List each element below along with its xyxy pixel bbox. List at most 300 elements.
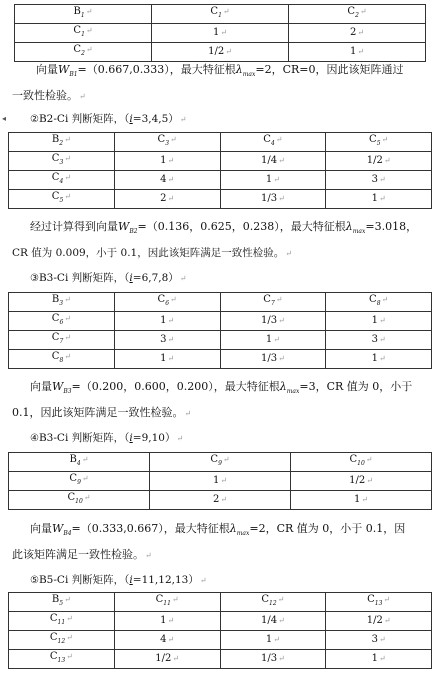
return-mark: ↵ — [225, 47, 232, 56]
text-mid: =（0.333,0.667），最大特征根 — [71, 522, 230, 535]
cell-value: 1 — [371, 653, 378, 664]
paragraph-marker-icon: ◂ — [2, 114, 7, 123]
cell-value: C — [157, 294, 166, 305]
table-row — [9, 491, 432, 510]
cell-value: C — [73, 44, 82, 55]
cell-value: C — [369, 134, 377, 145]
text-mid: =（0.200，0.600，0.200），最大特征根 — [71, 380, 280, 393]
table-cell — [9, 453, 150, 472]
cell-value: 1 — [160, 155, 167, 166]
heading-b5 — [30, 572, 207, 587]
text-tail: =2，CR 值为 0，小于 0.1，因 — [249, 522, 406, 535]
cell-value: C — [51, 351, 60, 362]
cell-value: C — [49, 632, 58, 643]
table-row — [9, 631, 432, 650]
cell-value: 1/4 — [260, 615, 278, 626]
table-cell — [114, 171, 220, 190]
return-mark: ↵ — [167, 354, 175, 363]
cell-subscript: 6 — [59, 319, 64, 326]
table-cell — [326, 190, 432, 209]
cell-value: 1/2 — [366, 155, 383, 166]
table-cell — [291, 491, 432, 510]
vector-w-symbol: W — [58, 63, 70, 76]
cell-value: 2 — [349, 27, 357, 38]
table-cell — [114, 152, 220, 171]
cell-value: C — [49, 613, 58, 624]
return-mark: ↵ — [64, 135, 71, 144]
cell-subscript: 2 — [59, 140, 64, 147]
table-cell — [326, 312, 432, 331]
index-variable: i — [129, 574, 133, 586]
table-cell — [220, 171, 326, 190]
paragraph-b4-result — [30, 520, 438, 543]
return-mark: ↵ — [167, 316, 175, 325]
circled-number: ② — [30, 114, 39, 125]
cell-value: C — [49, 651, 58, 662]
lambda-symbol: λ — [279, 380, 287, 393]
cell-value: 1 — [160, 615, 167, 626]
cell-value: B — [51, 294, 60, 305]
return-mark: ↵ — [66, 614, 73, 623]
text-line2: CR 值为 0.009，小于 0.1，因此该矩阵满足一致性检验。 — [12, 247, 285, 259]
cell-value: 4 — [160, 174, 167, 185]
return-mark: ↵ — [378, 635, 386, 644]
return-mark: ↵ — [170, 135, 177, 144]
return-mark: ↵ — [167, 175, 175, 184]
heading-tail: =9,10） — [132, 432, 176, 444]
table-cell — [9, 190, 115, 209]
heading-text: B2-Ci 判断矩阵，（ — [38, 113, 130, 125]
table-cell — [9, 293, 115, 312]
return-mark: ↵ — [81, 474, 89, 483]
return-mark: ↵ — [176, 434, 184, 443]
return-mark: ↵ — [64, 154, 71, 163]
return-mark: ↵ — [64, 595, 71, 604]
paragraph-b2-result-line2 — [12, 244, 432, 263]
cell-subscript: 12 — [269, 600, 277, 607]
cell-value: C — [369, 294, 377, 305]
paragraph-b3-result-line2 — [12, 404, 432, 423]
return-mark: ↵ — [278, 156, 285, 165]
heading-tail: =6,7,8） — [132, 272, 179, 284]
lambda-symbol: λ — [235, 63, 243, 76]
cell-value: 3 — [371, 174, 378, 185]
table-cell — [152, 24, 289, 43]
return-mark: ↵ — [378, 335, 386, 344]
cell-value: C — [367, 594, 375, 605]
heading-b3 — [30, 270, 186, 285]
cell-subscript: 7 — [59, 338, 64, 345]
table-cell — [114, 133, 220, 152]
return-mark: ↵ — [79, 92, 86, 101]
cell-subscript: 5 — [59, 600, 64, 607]
cell-value: 4 — [160, 634, 167, 645]
table-cell — [289, 5, 426, 24]
table-row — [15, 43, 426, 62]
return-mark: ↵ — [275, 135, 283, 144]
cell-subscript: 2 — [81, 50, 85, 57]
return-mark: ↵ — [172, 654, 180, 663]
cell-subscript: 5 — [376, 140, 381, 147]
cell-value: 1/3 — [260, 315, 278, 326]
return-mark: ↵ — [222, 7, 230, 16]
return-mark: ↵ — [381, 295, 389, 304]
return-mark: ↵ — [167, 194, 175, 203]
table-cell — [9, 312, 115, 331]
lambda-symbol: λ — [229, 522, 237, 535]
cell-value: 1 — [353, 494, 361, 505]
return-mark: ↵ — [273, 335, 280, 344]
table-row — [9, 152, 432, 171]
return-mark: ↵ — [145, 551, 152, 560]
cell-value: 3 — [160, 334, 167, 345]
return-mark: ↵ — [85, 45, 93, 54]
table-cell — [9, 631, 115, 650]
cell-subscript: 3 — [165, 140, 170, 147]
return-mark: ↵ — [378, 316, 386, 325]
table-row — [9, 472, 432, 491]
table-cell — [15, 24, 152, 43]
table-cell — [326, 331, 432, 350]
table-cell — [9, 133, 115, 152]
cell-value: 1 — [371, 315, 378, 326]
table-cell — [291, 453, 432, 472]
cell-value: C — [51, 153, 60, 164]
return-mark: ↵ — [357, 28, 365, 37]
table-cell — [150, 453, 291, 472]
return-mark: ↵ — [167, 635, 175, 644]
return-mark: ↵ — [278, 654, 285, 663]
table-row — [9, 350, 432, 369]
matrix-table-b5 — [8, 592, 432, 669]
return-mark: ↵ — [85, 7, 93, 16]
return-mark: ↵ — [359, 7, 367, 16]
return-mark: ↵ — [167, 335, 175, 344]
cell-value: 1 — [160, 315, 167, 326]
text-line2: 此该矩阵满足一致性检验。 — [12, 548, 144, 561]
text-tail: =3.018， — [365, 220, 418, 233]
return-mark: ↵ — [167, 156, 175, 165]
lambda-symbol: λ — [345, 220, 353, 233]
cell-subscript: 5 — [59, 197, 64, 204]
matrix-table-b2 — [8, 132, 432, 209]
table-cell — [9, 650, 115, 669]
heading-tail: =11,12,13） — [132, 574, 199, 586]
table-cell — [220, 293, 326, 312]
heading-b2 — [30, 111, 186, 126]
matrix-table-b4 — [8, 452, 432, 510]
cell-subscript: 1 — [218, 12, 222, 19]
table-cell — [114, 631, 220, 650]
table-cell — [114, 190, 220, 209]
table-cell — [114, 312, 220, 331]
table-cell — [9, 491, 150, 510]
cell-value: 1/2 — [349, 475, 366, 486]
return-mark: ↵ — [366, 476, 373, 485]
paragraph-b1-result — [36, 61, 436, 84]
table-row — [9, 312, 432, 331]
cell-value: 2 — [212, 494, 220, 505]
return-mark: ↵ — [171, 595, 179, 604]
matrix-table-b3 — [8, 292, 432, 369]
return-mark: ↵ — [378, 654, 386, 663]
table-row — [9, 293, 432, 312]
text-lead: 向量 — [36, 63, 58, 76]
return-mark: ↵ — [64, 352, 71, 361]
cell-value: 3 — [371, 334, 378, 345]
heading-text: B5-Ci 判断矩阵，（ — [38, 574, 130, 586]
cell-subscript: 8 — [59, 357, 64, 364]
vector-subscript: B4 — [63, 530, 72, 538]
cell-value: C — [210, 454, 219, 465]
lambda-subscript: max — [352, 228, 366, 236]
cell-value: 1/3 — [260, 653, 278, 664]
cell-value: C — [51, 172, 60, 183]
return-mark: ↵ — [179, 115, 187, 124]
circled-number: ④ — [30, 433, 39, 444]
table-cell — [291, 472, 432, 491]
table-cell — [9, 472, 150, 491]
cell-subscript: 10 — [75, 498, 83, 505]
vector-w-symbol: W — [52, 522, 64, 535]
cell-subscript: 1 — [81, 31, 85, 38]
table-cell — [220, 331, 326, 350]
table-cell — [326, 293, 432, 312]
table-row — [9, 171, 432, 190]
cell-value: B — [69, 454, 77, 465]
cell-subscript: 2 — [355, 12, 359, 19]
table-cell — [326, 593, 432, 612]
return-mark: ↵ — [378, 354, 386, 363]
cell-subscript: 11 — [57, 619, 66, 626]
return-mark: ↵ — [378, 175, 386, 184]
text-line2: 一致性检验。 — [12, 89, 78, 102]
return-mark: ↵ — [64, 173, 71, 182]
table-cell — [114, 350, 220, 369]
return-mark: ↵ — [381, 135, 389, 144]
return-mark: ↵ — [278, 316, 285, 325]
table-cell — [326, 612, 432, 631]
cell-subscript: 9 — [218, 460, 222, 467]
heading-text: B3-Ci 判断矩阵，（ — [38, 432, 130, 444]
return-mark: ↵ — [64, 192, 71, 201]
return-mark: ↵ — [170, 295, 177, 304]
cell-value: C — [261, 594, 270, 605]
cell-value: 3 — [371, 634, 378, 645]
cell-value: B — [51, 134, 60, 145]
text-tail: =2，CR=0，因此该矩阵通过 — [255, 63, 404, 76]
cell-value: C — [155, 594, 164, 605]
circled-number: ③ — [30, 273, 39, 284]
cell-value: 1 — [265, 174, 273, 185]
table-cell — [9, 171, 115, 190]
return-mark: ↵ — [81, 455, 89, 464]
table-cell — [326, 152, 432, 171]
circled-number: ⑤ — [30, 575, 39, 586]
table-cell — [326, 350, 432, 369]
return-mark: ↵ — [64, 295, 71, 304]
index-variable: i — [129, 432, 133, 444]
table-row — [9, 133, 432, 152]
table-cell — [15, 43, 152, 62]
cell-subscript: 10 — [357, 460, 365, 467]
cell-value: C — [263, 134, 271, 145]
cell-subscript: 13 — [374, 600, 383, 607]
text-tail: =3，CR 值为 0，小于 — [299, 380, 413, 393]
return-mark: ↵ — [85, 26, 93, 35]
return-mark: ↵ — [167, 616, 175, 625]
return-mark: ↵ — [277, 595, 285, 604]
table-row — [15, 5, 426, 24]
index-variable: i — [129, 113, 133, 125]
lambda-subscript: max — [286, 388, 300, 396]
cell-subscript: 4 — [76, 460, 81, 467]
heading-b4 — [30, 430, 183, 445]
cell-subscript: 11 — [163, 600, 171, 607]
cell-value: 1/4 — [260, 155, 278, 166]
table-cell — [114, 293, 220, 312]
cell-value: B — [73, 6, 81, 17]
return-mark: ↵ — [184, 409, 192, 418]
text-mid: =（0.136，0.625，0.238），最大特征根 — [137, 220, 346, 233]
cell-value: 1 — [265, 334, 273, 345]
cell-subscript: 3 — [59, 159, 64, 166]
table-cell — [326, 171, 432, 190]
table-cell — [220, 612, 326, 631]
return-mark: ↵ — [220, 495, 228, 504]
table-cell — [114, 593, 220, 612]
return-mark: ↵ — [220, 28, 228, 37]
table-row — [15, 24, 426, 43]
return-mark: ↵ — [378, 194, 386, 203]
return-mark: ↵ — [66, 633, 73, 642]
cell-subscript: 3 — [59, 300, 64, 307]
vector-subscript: B3 — [63, 388, 72, 396]
cell-value: 1/2 — [366, 615, 383, 626]
paragraph-b1-result-line2 — [12, 87, 432, 106]
table-cell — [220, 190, 326, 209]
table-row — [9, 331, 432, 350]
vector-w-symbol: W — [52, 380, 64, 393]
return-mark: ↵ — [383, 595, 391, 604]
table-cell — [220, 631, 326, 650]
cell-value: C — [51, 332, 60, 343]
cell-subscript: 13 — [57, 657, 66, 664]
text-lead: 向量 — [30, 380, 52, 393]
cell-value: C — [263, 294, 271, 305]
table-cell — [289, 24, 426, 43]
heading-text: B3-Ci 判断矩阵，（ — [38, 272, 130, 284]
text-mid: =（0.667,0.333），最大特征根 — [77, 63, 236, 76]
return-mark: ↵ — [278, 616, 285, 625]
cell-value: C — [349, 454, 358, 465]
cell-value: C — [67, 492, 76, 503]
table-row — [9, 593, 432, 612]
table-row — [9, 650, 432, 669]
cell-value: C — [157, 134, 166, 145]
cell-subscript: 1 — [80, 12, 85, 19]
text-lead: 向量 — [30, 522, 52, 535]
return-mark: ↵ — [275, 295, 283, 304]
cell-value: 1 — [212, 475, 220, 486]
text-line2: 0.1，因此该矩阵满足一致性检验。 — [12, 406, 184, 419]
cell-value: 1 — [265, 634, 273, 645]
table-cell — [220, 350, 326, 369]
return-mark: ↵ — [222, 455, 230, 464]
return-mark: ↵ — [64, 333, 71, 342]
cell-value: C — [51, 313, 60, 324]
return-mark: ↵ — [357, 47, 365, 56]
return-mark: ↵ — [64, 314, 71, 323]
vector-w-symbol: W — [118, 220, 130, 233]
table-cell — [9, 331, 115, 350]
vector-subscript: B2 — [129, 228, 138, 236]
cell-subscript: 7 — [270, 300, 275, 307]
table-cell — [114, 612, 220, 631]
vector-subscript: B1 — [69, 71, 78, 79]
table-row — [9, 190, 432, 209]
lambda-subscript: max — [236, 530, 250, 538]
table-cell — [220, 593, 326, 612]
table-cell — [114, 331, 220, 350]
cell-value: 2 — [160, 193, 167, 204]
cell-value: 1/3 — [260, 353, 278, 364]
return-mark: ↵ — [179, 274, 187, 283]
table-row — [9, 453, 432, 472]
cell-value: 1/2 — [155, 653, 172, 664]
matrix-table-b1 — [14, 4, 426, 62]
table-cell — [152, 43, 289, 62]
text-lead: 经过计算得到向量 — [30, 220, 118, 233]
table-cell — [152, 5, 289, 24]
cell-subscript: 4 — [270, 140, 275, 147]
cell-value: 1 — [349, 46, 357, 57]
table-row — [9, 612, 432, 631]
paragraph-b4-result-line2 — [12, 546, 432, 565]
cell-value: 1 — [371, 353, 378, 364]
lambda-subscript: max — [242, 71, 256, 79]
return-mark: ↵ — [199, 576, 207, 585]
cell-value: 1/2 — [208, 46, 225, 57]
table-cell — [326, 631, 432, 650]
return-mark: ↵ — [365, 455, 373, 464]
return-mark: ↵ — [66, 652, 73, 661]
cell-value: 1 — [371, 193, 378, 204]
table-cell — [220, 133, 326, 152]
table-cell — [150, 472, 291, 491]
table-cell — [289, 43, 426, 62]
return-mark: ↵ — [273, 175, 280, 184]
cell-value: C — [347, 6, 356, 17]
cell-value: C — [210, 6, 219, 17]
table-cell — [9, 152, 115, 171]
cell-subscript: 4 — [59, 178, 64, 185]
table-cell — [220, 152, 326, 171]
cell-value: C — [51, 191, 60, 202]
return-mark: ↵ — [220, 476, 228, 485]
return-mark: ↵ — [383, 156, 391, 165]
table-cell — [9, 612, 115, 631]
table-cell — [326, 133, 432, 152]
return-mark: ↵ — [83, 493, 91, 502]
table-cell — [220, 650, 326, 669]
table-cell — [15, 5, 152, 24]
return-mark: ↵ — [383, 616, 391, 625]
cell-value: 1/3 — [260, 193, 278, 204]
return-mark: ↵ — [278, 354, 285, 363]
cell-value: B — [51, 594, 60, 605]
table-cell — [9, 593, 115, 612]
